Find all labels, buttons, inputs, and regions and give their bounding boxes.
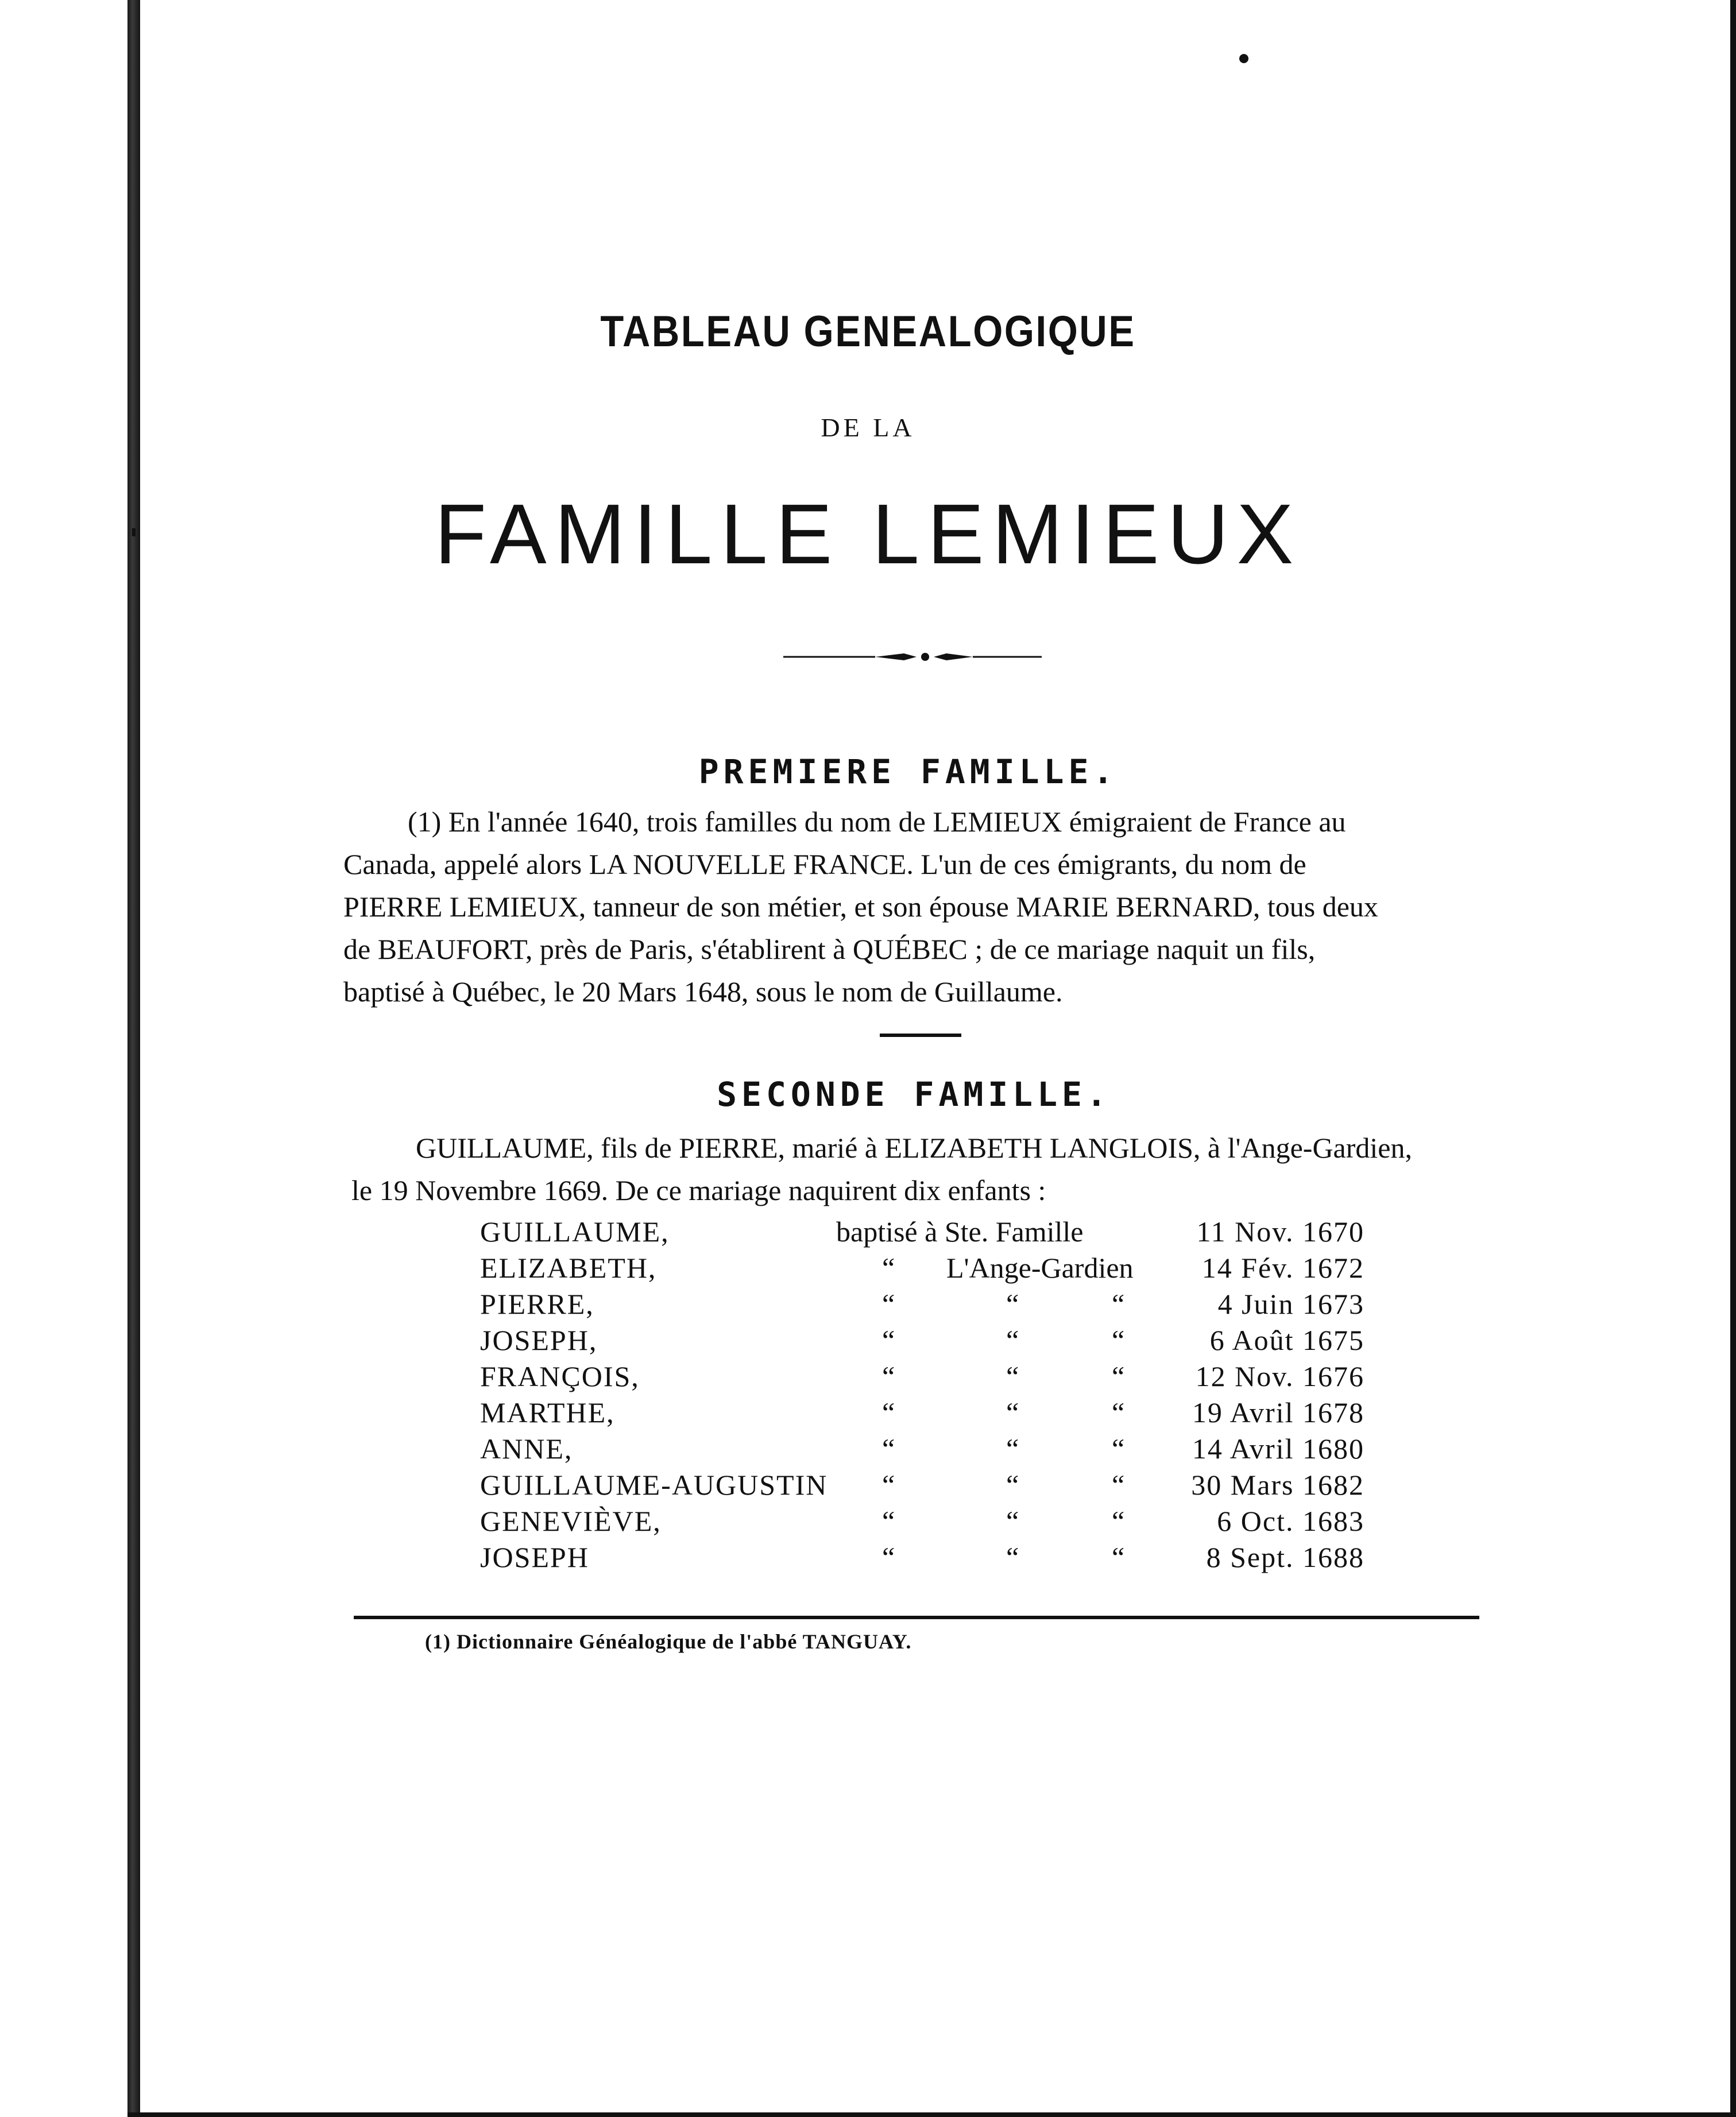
baptism-date: 8 Sept. 1688	[1206, 1541, 1364, 1573]
ditto-mark: “	[1112, 1288, 1125, 1320]
child-row	[480, 1251, 1364, 1287]
child-name: GUILLAUME-AUGUSTIN	[480, 1469, 828, 1501]
seconde-famille-paragraph	[351, 1127, 1500, 1212]
paragraph-line: le 19 Novembre 1669. De ce mariage naquirent dix enfants :	[351, 1174, 1046, 1206]
ditto-mark: “	[1006, 1288, 1019, 1320]
footnote-rule	[354, 1616, 1479, 1619]
child-row	[480, 1541, 1364, 1577]
child-name: GUILLAUME,	[480, 1216, 670, 1248]
ditto-mark: “	[882, 1288, 895, 1320]
ornament-divider-icon	[783, 645, 1042, 668]
document-title: TABLEAU GENEALOGIQUE	[600, 307, 1136, 356]
baptism-date: 6 Oct. 1683	[1217, 1505, 1364, 1537]
child-row	[480, 1215, 1364, 1251]
premiere-famille-heading: PREMIERE FAMILLE.	[698, 752, 1118, 791]
ditto-mark: “	[1006, 1324, 1019, 1356]
ditto-mark: “	[882, 1360, 895, 1392]
child-name: ELIZABETH,	[480, 1252, 657, 1284]
ditto-mark: “	[1112, 1360, 1125, 1392]
right-scan-edge	[1730, 0, 1736, 2117]
family-name-title: FAMILLE LEMIEUX	[434, 487, 1302, 582]
baptism-date: 30 Mars 1682	[1191, 1469, 1364, 1501]
paragraph-line: PIERRE LEMIEUX, tanneur de son métier, et son épouse MARIE BERNARD, tous deux	[343, 891, 1378, 923]
ditto-mark: “	[1112, 1541, 1125, 1573]
child-row	[480, 1432, 1364, 1468]
child-name: JOSEPH,	[480, 1324, 598, 1356]
baptism-place: baptisé à Ste. Famille	[836, 1216, 1084, 1248]
child-row	[480, 1396, 1364, 1432]
baptism-date: 11 Nov. 1670	[1196, 1216, 1364, 1248]
ditto-mark: “	[1112, 1324, 1125, 1356]
child-name: ANNE,	[480, 1433, 573, 1465]
child-name: GENEVIÈVE,	[480, 1505, 662, 1537]
baptism-place: L'Ange-Gardien	[946, 1252, 1134, 1284]
paragraph-line: (1) En l'année 1640, trois familles du nom de LEMIEUX émigraient de France au	[408, 806, 1346, 838]
bottom-scan-edge	[127, 2112, 1736, 2117]
ditto-mark: “	[1006, 1433, 1019, 1465]
ditto-mark: “	[1006, 1505, 1019, 1537]
ditto-mark: “	[1112, 1396, 1125, 1429]
ditto-mark: “	[882, 1396, 895, 1429]
child-row	[480, 1504, 1364, 1541]
baptism-date: 6 Août 1675	[1209, 1324, 1364, 1356]
ditto-mark: “	[882, 1324, 895, 1356]
ink-speck	[1239, 54, 1248, 63]
ditto-mark: “	[882, 1252, 895, 1284]
seconde-famille-heading: SECONDE FAMILLE.	[717, 1075, 1111, 1114]
child-name: FRANÇOIS,	[480, 1360, 640, 1392]
ditto-mark: “	[1006, 1396, 1019, 1429]
ditto-mark: “	[882, 1469, 895, 1501]
ditto-mark: “	[882, 1505, 895, 1537]
child-name: PIERRE,	[480, 1288, 594, 1320]
baptism-date: 4 Juin 1673	[1217, 1288, 1364, 1320]
premiere-famille-paragraph	[343, 800, 1498, 1013]
ditto-mark: “	[1006, 1541, 1019, 1573]
title-connector: DE LA	[821, 413, 915, 442]
paragraph-line: de BEAUFORT, près de Paris, s'établirent à QUÉBEC ; de ce mariage naquit un fils,	[343, 933, 1316, 965]
child-name: MARTHE,	[480, 1396, 615, 1429]
child-row	[480, 1360, 1364, 1396]
child-name: JOSEPH	[480, 1541, 589, 1573]
paragraph-line: baptisé à Québec, le 20 Mars 1648, sous le nom de Guillaume.	[343, 976, 1063, 1008]
ditto-mark: “	[1006, 1469, 1019, 1501]
ditto-mark: “	[1112, 1505, 1125, 1537]
paragraph-line: GUILLAUME, fils de PIERRE, marié à ELIZABETH LANGLOIS, à l'Ange-Gardien,	[416, 1132, 1412, 1164]
paragraph-line: Canada, appelé alors LA NOUVELLE FRANCE. L'un de ces émigrants, du nom de	[343, 848, 1306, 880]
ditto-mark: “	[1006, 1360, 1019, 1392]
section-divider	[880, 1034, 961, 1037]
children-list	[480, 1215, 1364, 1577]
baptism-date: 14 Avril 1680	[1192, 1433, 1364, 1465]
ditto-mark: “	[1112, 1469, 1125, 1501]
baptism-date: 14 Fév. 1672	[1201, 1252, 1364, 1284]
footnote: (1) Dictionnaire Généalogique de l'abbé TANGUAY.	[425, 1630, 912, 1653]
ditto-mark: “	[1112, 1433, 1125, 1465]
ditto-mark: “	[882, 1541, 895, 1573]
ditto-mark: “	[882, 1433, 895, 1465]
child-row	[480, 1287, 1364, 1323]
baptism-date: 12 Nov. 1676	[1195, 1360, 1364, 1392]
child-row	[480, 1323, 1364, 1360]
child-row	[480, 1468, 1364, 1504]
baptism-date: 19 Avril 1678	[1192, 1396, 1364, 1429]
